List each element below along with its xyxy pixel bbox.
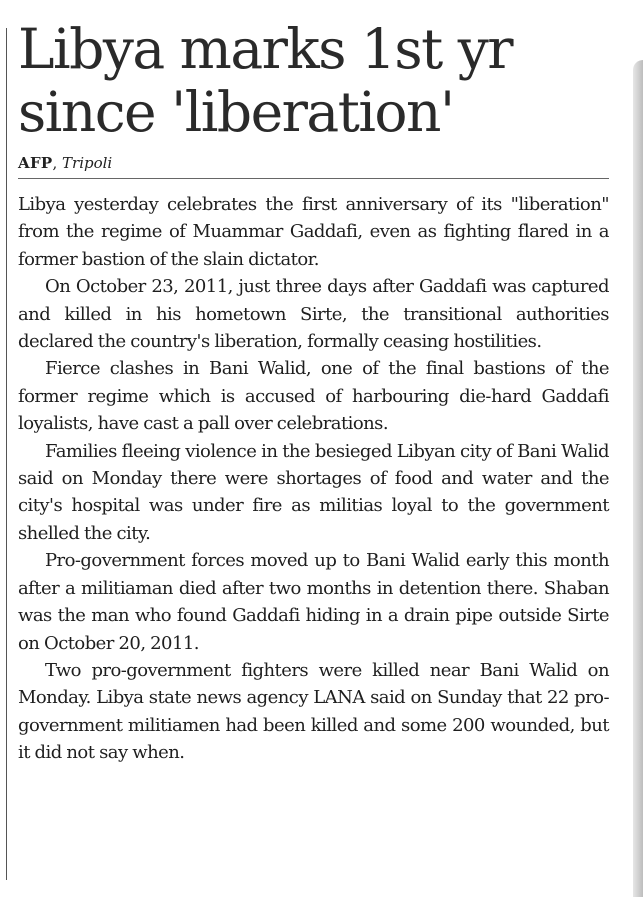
- byline-separator: ,: [52, 154, 58, 172]
- column-rule: [6, 28, 7, 880]
- page-edge: [633, 60, 643, 897]
- byline-location: Tripoli: [62, 154, 113, 172]
- paragraph: Families fleeing violence in the besieged Libyan city of Bani Walid said on Monday there were shortages of food and water and the city's hospital was under fire as militias loyal to the government shelled the city.: [18, 440, 609, 544]
- paragraph: Libya yesterday celebrates the first anniversary of its "liberation" from the regime of Muammar Gaddafi, even as fighting flared in a former bastion of the slain dictator.: [18, 194, 609, 270]
- byline-divider: [18, 178, 609, 179]
- paragraph: Pro-government forces moved up to Bani Walid early this month after a militiaman died after two months in detention there. Shaban was the man who found Gaddafi hiding in a drain pipe outside Sirte on October 20, 2011.: [18, 550, 609, 654]
- headline: Libya marks 1st yr since 'liberation': [18, 17, 513, 144]
- paragraph: Two pro-government fighters were killed near Bani Walid on Monday. Libya state news agency LANA said on Sunday that 22 pro-government militiamen had been killed and some 200 wounded, but it did not say when.: [18, 659, 609, 764]
- byline-agency: AFP: [18, 154, 53, 172]
- byline: [18, 154, 609, 172]
- article-body: [18, 191, 609, 767]
- news-article: [18, 18, 609, 767]
- paragraph: On October 23, 2011, just three days after Gaddafi was captured and killed in his hometown Sirte, the transitional authorities declared the country's liberation, formally ceasing hostilities.: [18, 276, 609, 353]
- paragraph: Fierce clashes in Bani Walid, one of the final bastions of the former regime which is accused of harbouring die-hard Gaddafi loyalists, have cast a pall over celebrations.: [18, 358, 609, 435]
